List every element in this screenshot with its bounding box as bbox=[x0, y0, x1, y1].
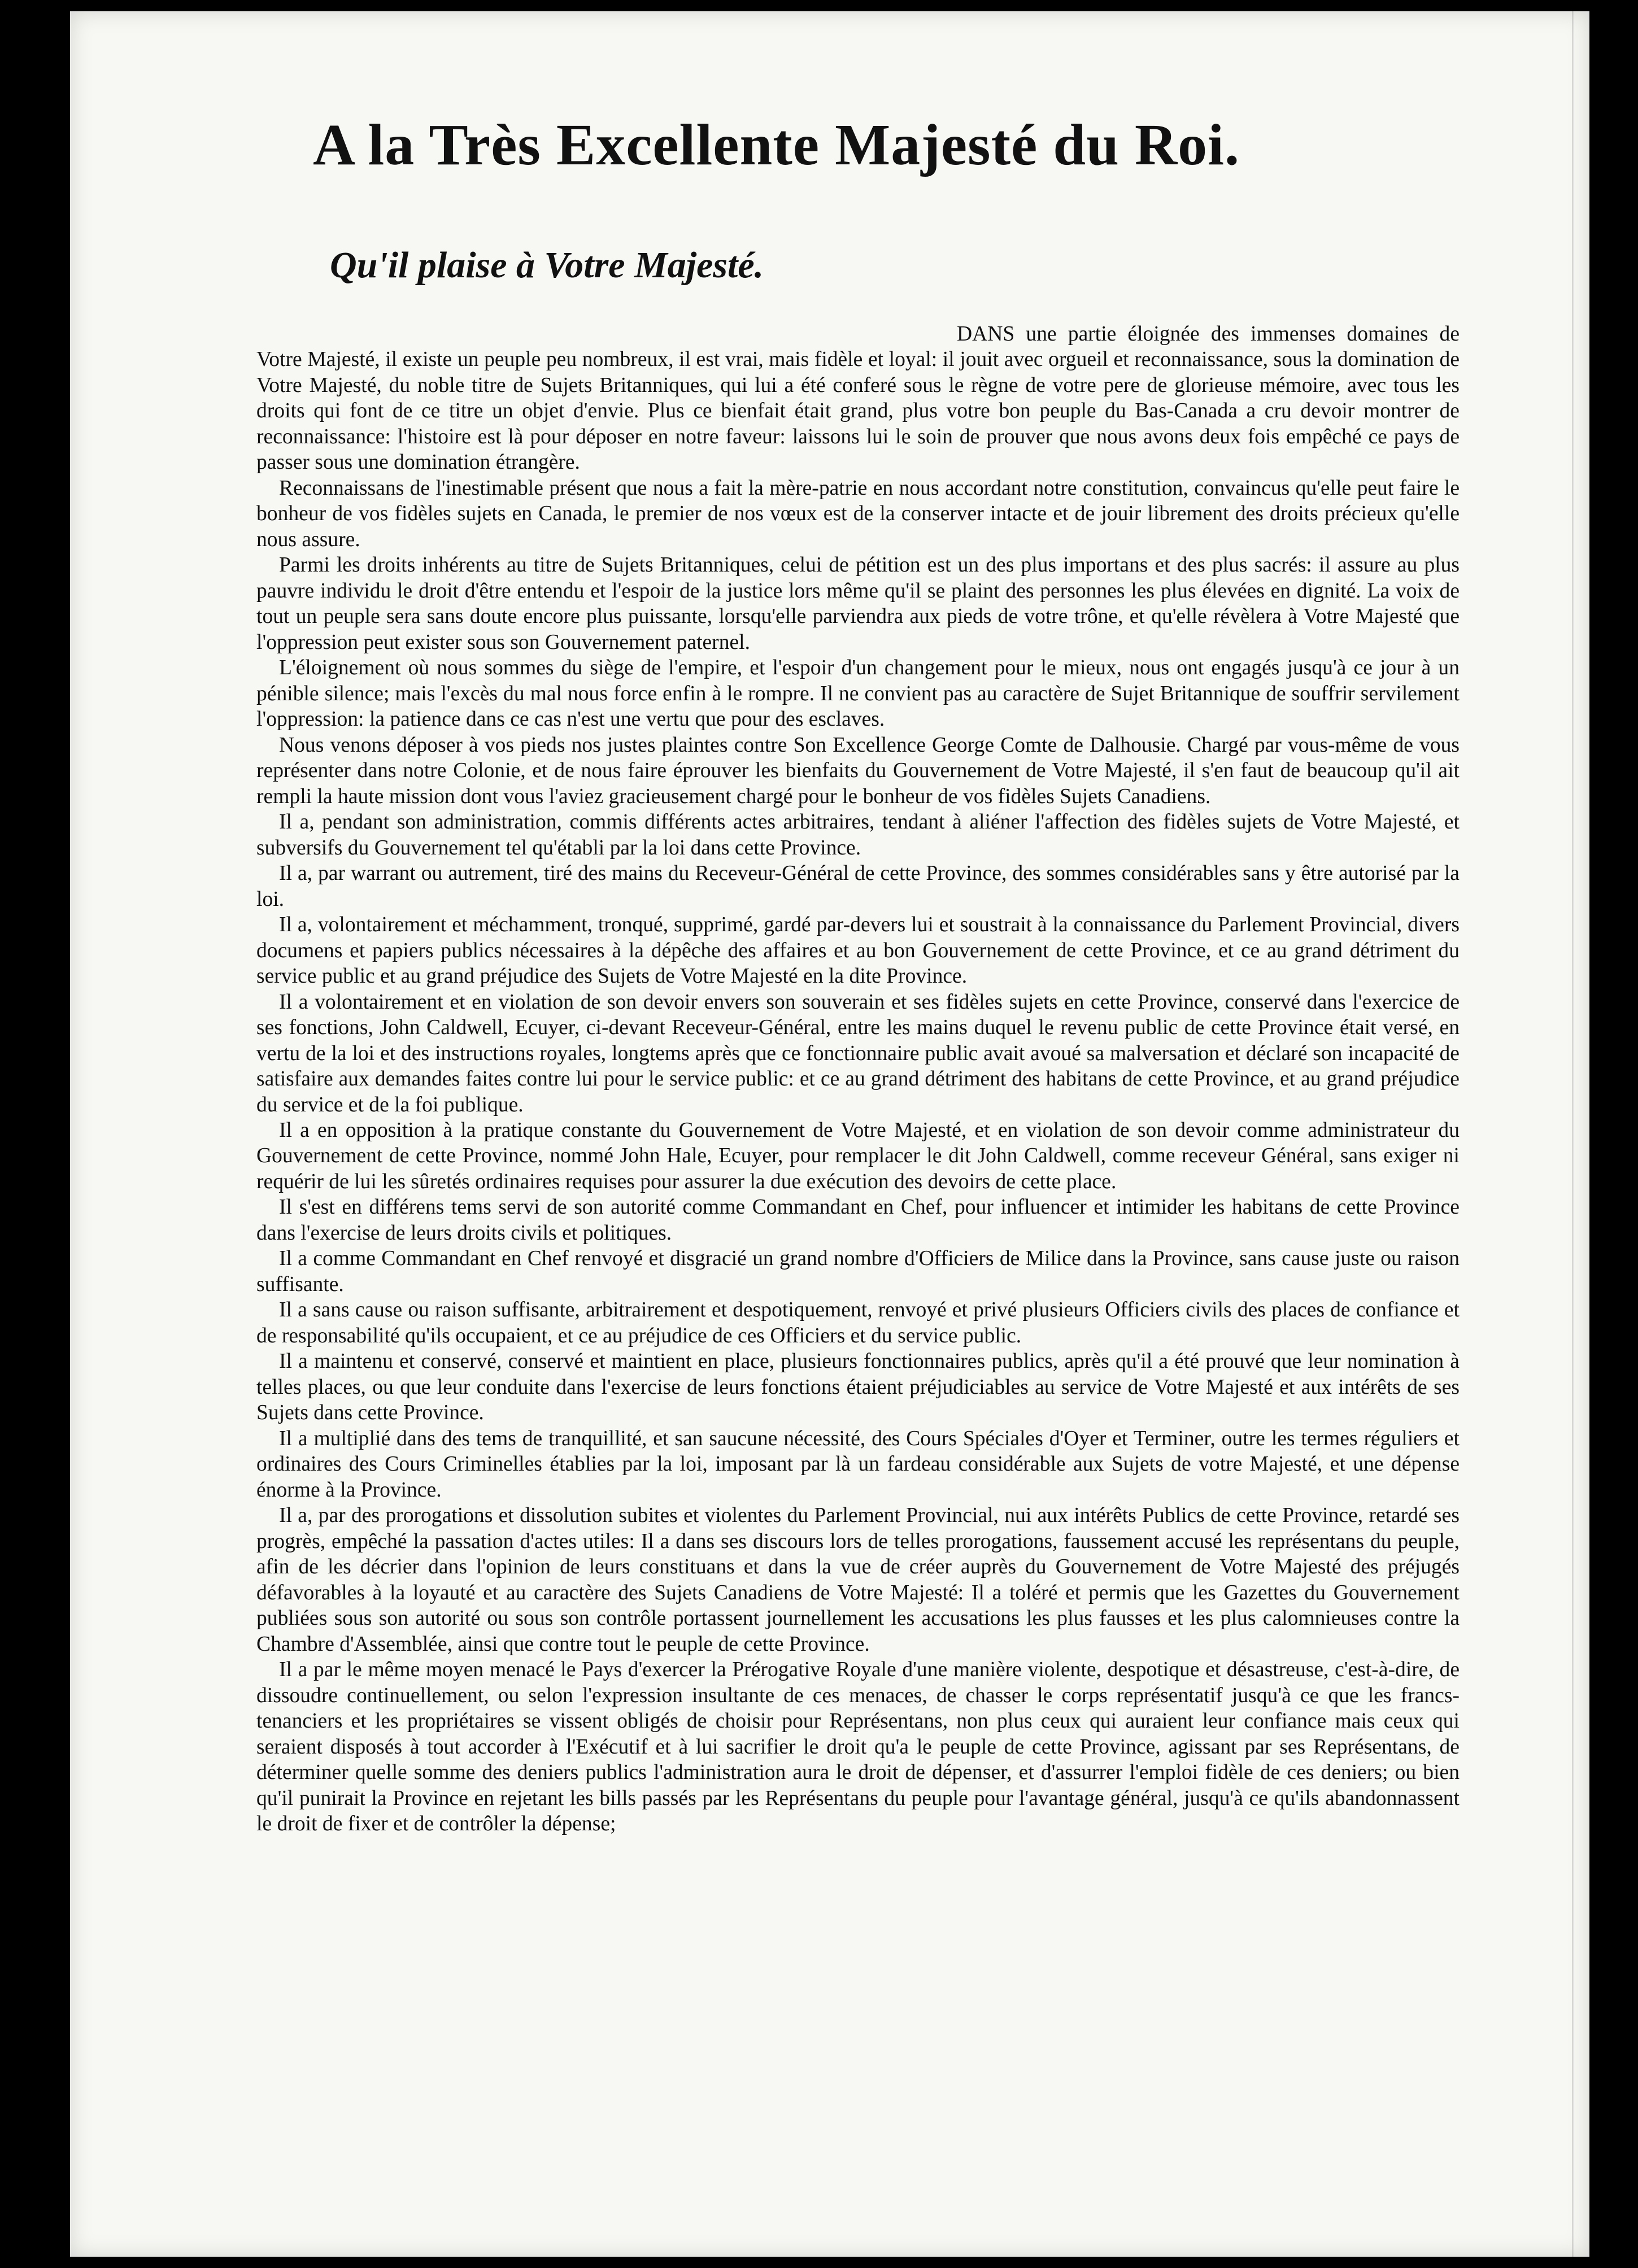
paragraph: Parmi les droits inhérents au titre de Sujets Britanniques, celui de pétition est un des plus importans et des plus sacrés: il assure au plus pauvre individu le droit d'être entendu et l'espoir de la justice lors même qu'il se plaint des personnes les plus élevées en dignité. La voix de tout un peuple sera sans doute encore plus puissante, lorsqu'elle parviendra aux pieds de votre trône, et qu'elle révèlera à Votre Majesté que l'oppression peut exister sous son Gouvernement paternel. bbox=[256, 553, 1460, 654]
paragraph: Reconnaissans de l'inestimable présent que nous a fait la mère-patrie en nous accordant notre constitution, convaincus qu'elle peut faire le bonheur de vos fidèles sujets en Canada, le premier de nos vœux est de la conserver intacte et de jouir librement des droits précieux qu'elle nous assure. bbox=[256, 476, 1460, 551]
paragraph: Il s'est en différens tems servi de son autorité comme Commandant en Chef, pour influencer et intimider les habitans de cette Province dans l'exercise de leurs droits civils et politiques. bbox=[256, 1196, 1460, 1245]
paragraph: DANS une partie éloignée des immenses domaines de Votre Majesté, il existe un peuple peu nombreux, il est vrai, mais fidèle et loyal: il jouit avec orgueil et reconnaissance, sous la domination de Votre Majesté, du noble titre de Sujets Britanniques, qui lui a été conferé sous le règne de votre pere de glorieuse mémoire, avec tous les droits qui font de ce titre un objet d'envie. Plus ce bienfait était grand, plus votre bon peuple du Bas-Canada a cru devoir montrer de reconnaissance: l'histoire est là pour déposer en notre faveur: laissons lui le soin de prouver que nous avons deux fois empêché ce pays de passer sous une domination étrangère. bbox=[256, 322, 1460, 474]
paragraph: Il a multiplié dans des tems de tranquillité, et san saucune nécessité, des Cours Spéciales d'Oyer et Terminer, outre les termes réguliers et ordinaires des Cours Criminelles établies par la loi, imposant par là un fardeau considérable aux Sujets de votre Majesté, et une dépense énorme à la Province. bbox=[256, 1427, 1460, 1502]
document-subtitle: Qu'il plaise à Votre Majesté. bbox=[330, 244, 764, 286]
paragraph: Il a par le même moyen menacé le Pays d'exercer la Prérogative Royale d'une manière violente, despotique et désastreuse, c'est-à-dire, de dissoudre continuellement, ou selon l'expression insultante de ces menaces, de chasser le corps représentatif jusqu'à ce que les francs-tenanciers et les propriétaires se vissent obligés de choisir pour Représentans, non plus ceux qui auraient leur confiance mais ceux qui seraient disposés à tout accorder à l'Exécutif et à lui sacrifier le droit qu'a le peuple de cette Province, agissant par ses Représentans, de déterminer quelle somme des deniers publics l'administration aura le droit de dépenser, et d'assurrer l'emploi fidèle de ces deniers; ou bien qu'il punirait la Province en rejetant les bills passés par les Représentans du peuple pour l'avantage général, jusqu'à ce qu'ils abandonnassent le droit de fixer et de contrôler la dépense; bbox=[256, 1658, 1460, 1836]
page-fold bbox=[1572, 11, 1574, 2257]
paragraph: Il a, par warrant ou autrement, tiré des mains du Receveur-Général de cette Province, des sommes considérables sans y être autorisé par la loi. bbox=[256, 862, 1460, 911]
paragraph: Il a, pendant son administration, commis différents actes arbitraires, tendant à aliéner l'affection des fidèles sujets de Votre Majesté, et subversifs du Gouvernement tel qu'établi par la loi dans cette Province. bbox=[256, 810, 1460, 860]
paragraph: Nous venons déposer à vos pieds nos justes plaintes contre Son Excellence George Comte de Dalhousie. Chargé par vous-même de vous représenter dans notre Colonie, et de nous faire éprouver les bienfaits du Gouvernement de Votre Majesté, il s'en faut de beaucoup qu'il ait rempli la haute mission dont vous l'aviez gracieusement chargé pour le bonheur de vos fidèles Sujets Canadiens. bbox=[256, 733, 1460, 808]
paragraph: Il a volontairement et en violation de son devoir envers son souverain et ses fidèles sujets en cette Province, conservé dans l'exercice de ses fonctions, John Caldwell, Ecuyer, ci-devant Receveur-Général, entre les mains duquel le revenu public de cette Province était versé, en vertu de la loi et des instructions royales, longtems après que ce fonctionnaire public avait avoué sa malversation et déclaré son incapacité de satisfaire aux demandes faites contre lui pour le service public: et ce au grand détriment des habitans de cette Province, et au grand préjudice du service et de la foi publique. bbox=[256, 990, 1460, 1116]
paragraph: Il a sans cause ou raison suffisante, arbitrairement et despotiquement, renvoyé et privé plusieurs Officiers civils des places de confiance et de responsabilité qu'ils occupaient, et ce au préjudice de ces Officiers et du service public. bbox=[256, 1298, 1460, 1347]
paragraph: Il a, par des prorogations et dissolution subites et violentes du Parlement Provincial, nui aux intérêts Publics de cette Province, retardé ses progrès, empêché la passation d'actes utiles: Il a dans ses discours lors de telles prorogations, faussement accusé les représentans du peuple, afin de les décrier dans l'opinion de leurs constituans et dans la vue de créer auprès du Gouvernement de Votre Majesté des préjugés défavorables à la loyauté et au caractère des Sujets Canadiens de Votre Majesté: Il a toléré et permis que les Gazettes du Gouvernement publiées sous son autorité ou sous son contrôle portassent journellement les accusations les plus fausses et les plus calomnieuses contre la Chambre d'Assemblée, ainsi que contre tout le peuple de cette Province. bbox=[256, 1504, 1460, 1656]
document-title: A la Très Excellente Majesté du Roi. bbox=[313, 112, 1240, 177]
document-page bbox=[70, 11, 1589, 2257]
paragraph: Il a, volontairement et méchamment, tronqué, supprimé, gardé par-devers lui et soustrait à la connaissance du Parlement Provincial, divers documens et papiers publics nécessaires à la dépêche des affaires et au bon Gouvernement de cette Province, et ce au grand détriment du service public et au grand préjudice des Sujets de Votre Majesté en la dite Province. bbox=[256, 913, 1460, 988]
paragraph: L'éloignement où nous sommes du siège de l'empire, et l'espoir d'un changement pour le mieux, nous ont engagés jusqu'à ce jour à un pénible silence; mais l'excès du mal nous force enfin à le rompre. Il ne convient pas au caractère de Sujet Britannique de souffrir servilement l'oppression: la patience dans ce cas n'est une vertu que pour des esclaves. bbox=[256, 656, 1460, 731]
paragraph: Il a comme Commandant en Chef renvoyé et disgracié un grand nombre d'Officiers de Milice dans la Province, sans cause juste ou raison suffisante. bbox=[256, 1247, 1460, 1296]
paragraph: Il a en opposition à la pratique constante du Gouvernement de Votre Majesté, et en violation de son devoir comme administrateur du Gouvernement de cette Province, nommé John Hale, Ecuyer, pour remplacer le dit John Caldwell, comme receveur Général, sans exiger ni requérir de lui les sûretés ordinaires requises pour assurer la due exécution des devoirs de cette place. bbox=[256, 1119, 1460, 1193]
document-body bbox=[256, 321, 1460, 1837]
paragraph: Il a maintenu et conservé, conservé et maintient en place, plusieurs fonctionnaires publics, après qu'il a été prouvé que leur nomination à telles places, ou que leur conduite dans l'exercise de leurs fonctions étaient préjudiciables au service de Votre Majesté et aux intérêts de ses Sujets dans cette Province. bbox=[256, 1350, 1460, 1425]
document-content bbox=[256, 110, 1460, 1837]
